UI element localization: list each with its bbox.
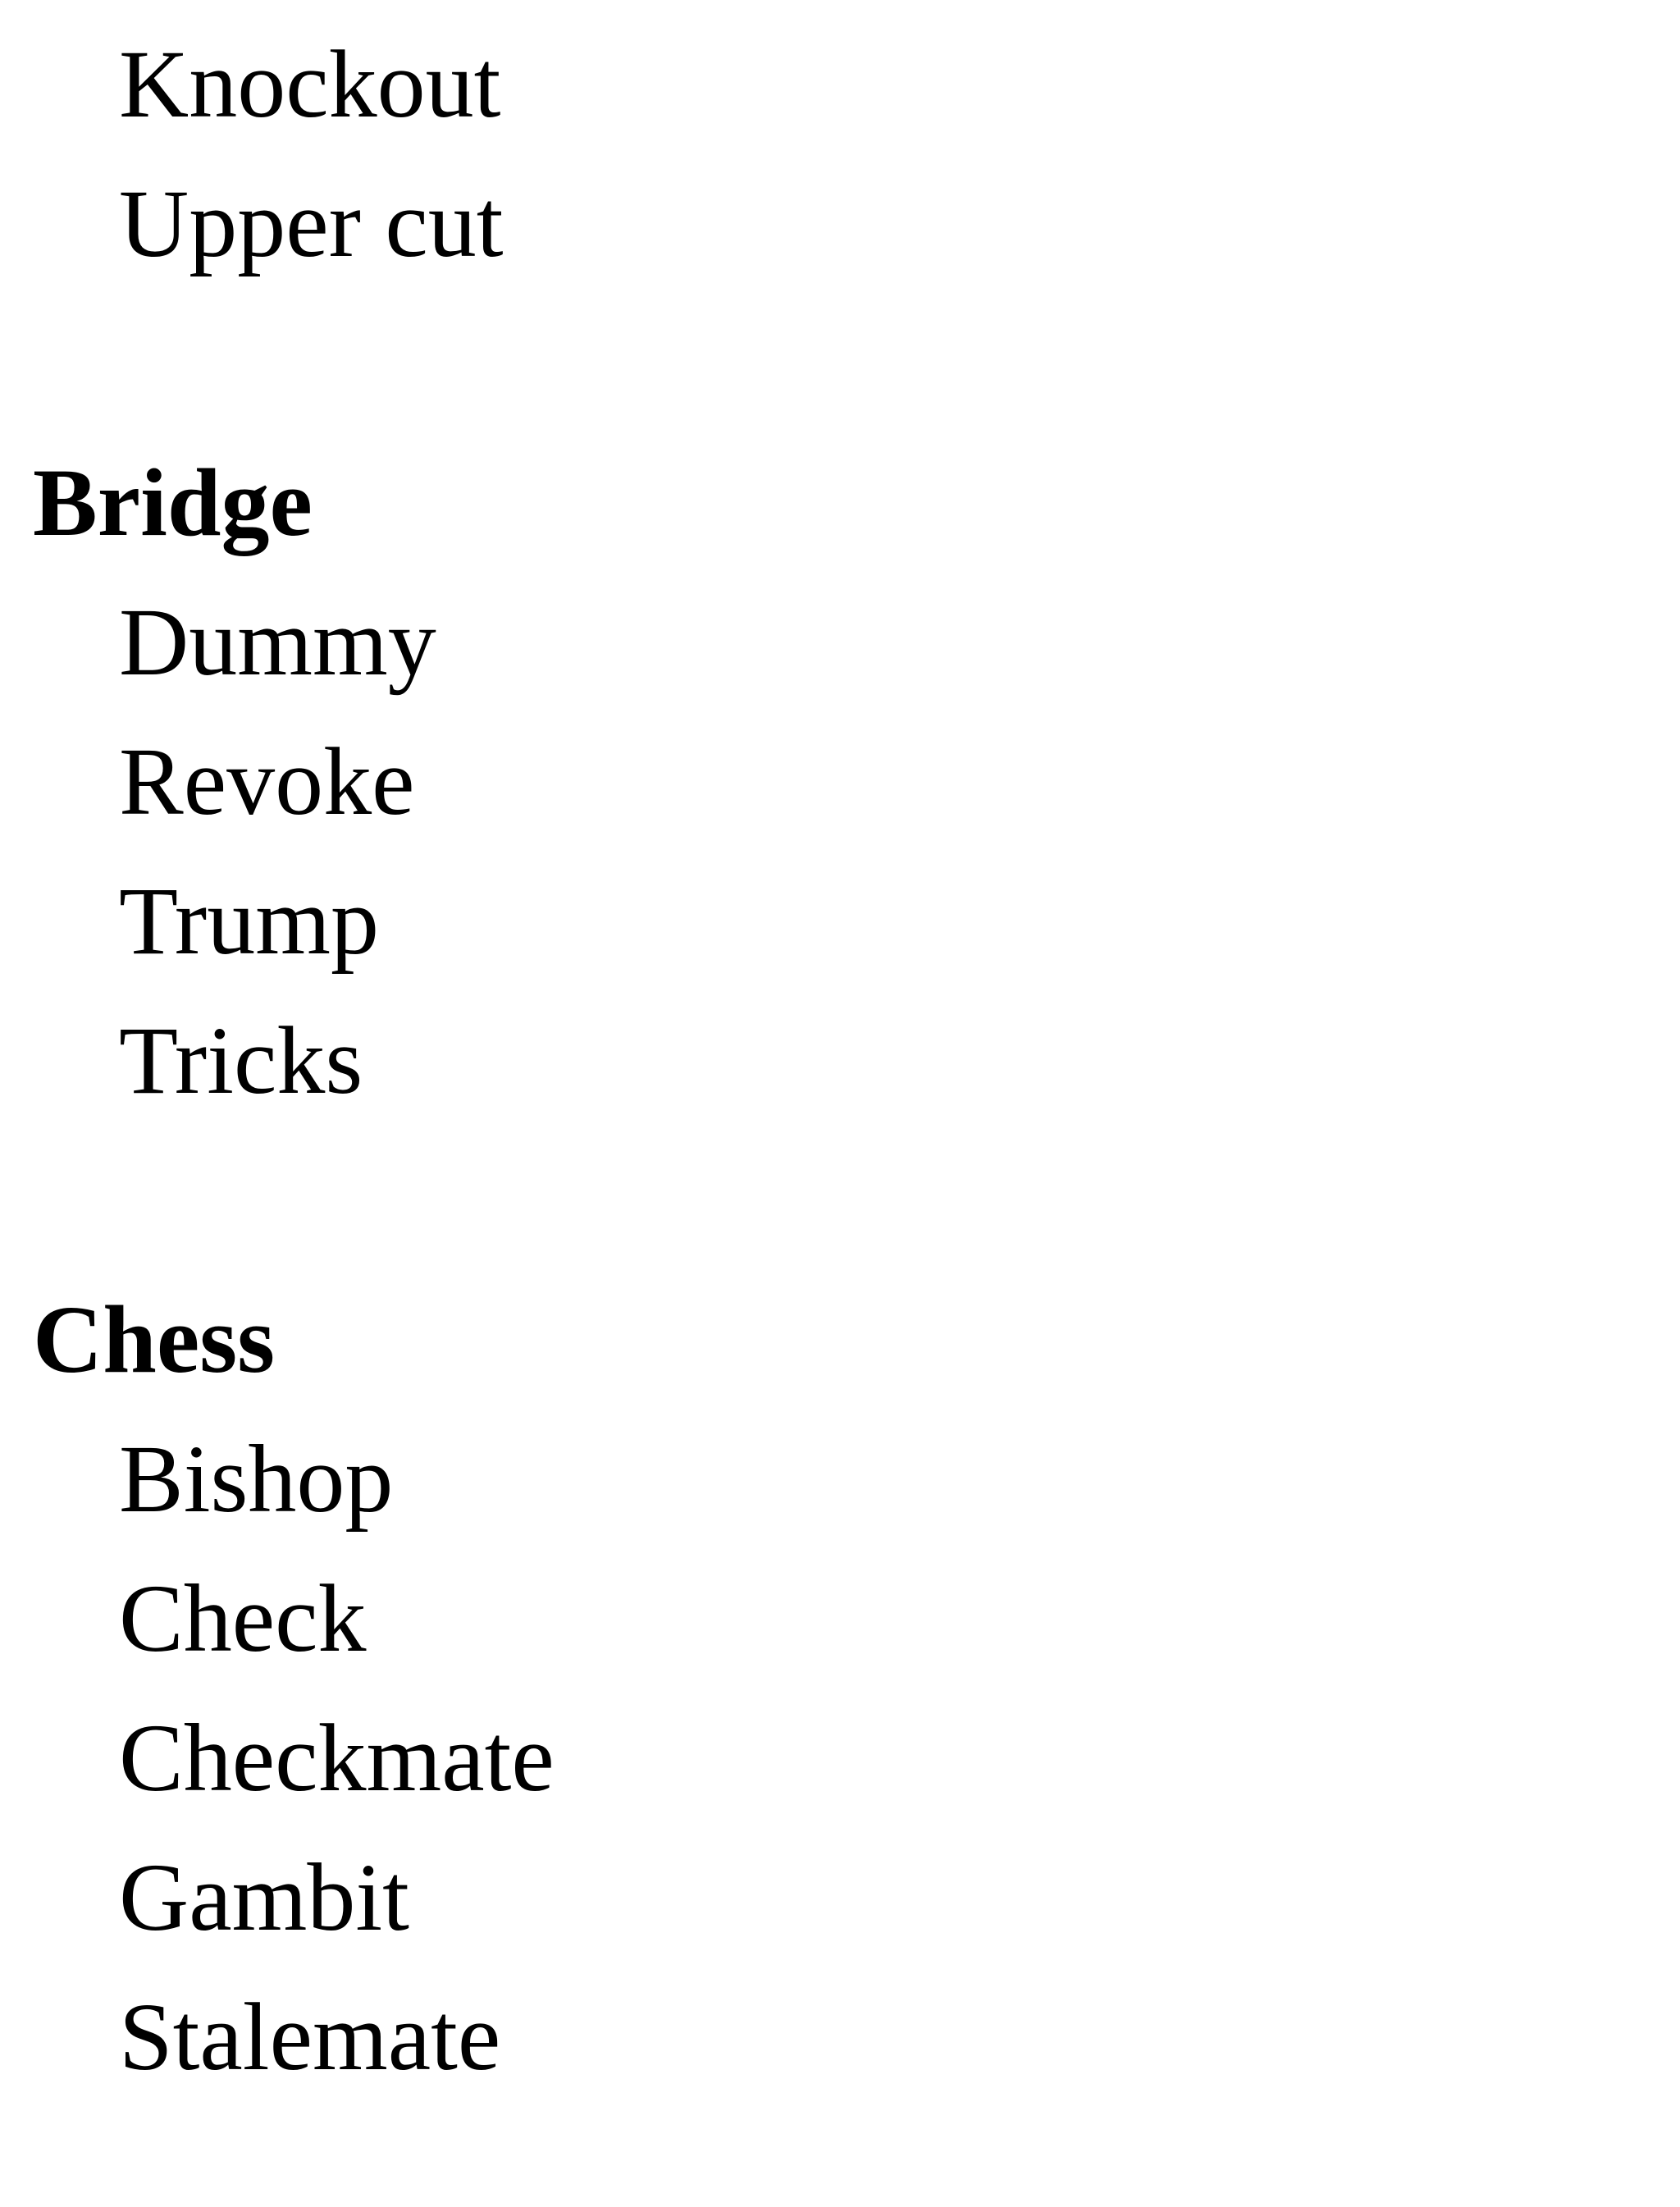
term-trump: Trump: [119, 867, 380, 975]
term-stalemate: Stalemate: [119, 1983, 501, 2090]
term-revoke: Revoke: [119, 728, 415, 835]
term-checkmate: Checkmate: [119, 1704, 555, 1812]
section-heading-chess: Chess: [33, 1286, 276, 1393]
term-bishop: Bishop: [119, 1425, 394, 1533]
term-upper-cut: Upper cut: [119, 170, 504, 277]
term-tricks: Tricks: [119, 1007, 363, 1114]
term-check: Check: [119, 1565, 367, 1672]
term-dummy: Dummy: [119, 588, 436, 696]
section-heading-bridge: Bridge: [33, 449, 313, 556]
term-gambit: Gambit: [119, 1844, 409, 1951]
term-knockout: Knockout: [119, 30, 501, 138]
